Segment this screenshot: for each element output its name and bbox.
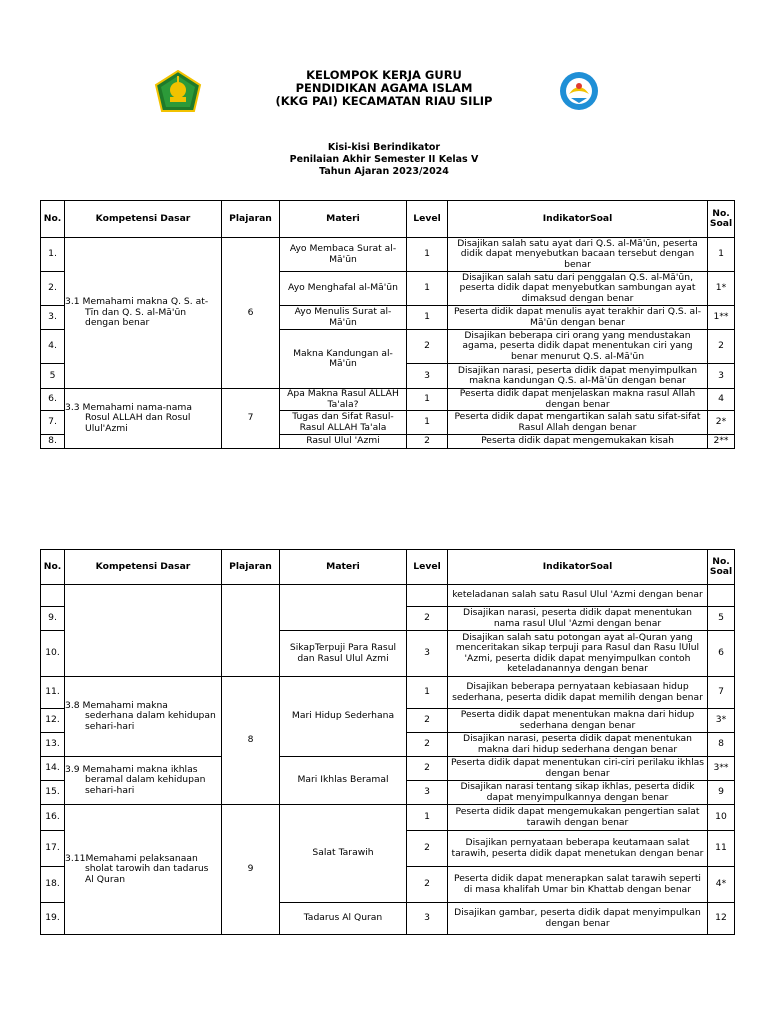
materi-cell: Makna Kandungan al-Mā'ūn <box>280 330 407 389</box>
level-cell: 1 <box>407 389 448 411</box>
row-no: 13. <box>41 733 65 757</box>
level-cell: 1 <box>407 306 448 330</box>
indikator-cell: Peserta didik dapat menerapkan salat tarawih seperti di masa khalifah Umar bin Khattab dengan benar <box>448 867 708 903</box>
grid-table-2 <box>40 549 735 935</box>
indikator-cell: Peserta didik dapat mengartikan salah satu sifat-sifat Rasul Allah dengan benar <box>448 411 708 435</box>
kd-cell: 3.1 Memahami makna Q. S. at-Tīn dan Q. S. al-Mā'ūn dengan benar <box>65 238 222 389</box>
jp-cell: 6 <box>222 238 280 389</box>
col-level: Level <box>407 201 448 238</box>
indikator-cell: Peserta didik dapat menentukan ciri-ciri perilaku ikhlas dengan benar <box>448 757 708 781</box>
jp-cell: 7 <box>222 389 280 449</box>
nosoal-cell: 4* <box>708 867 735 903</box>
col-no: No. <box>41 550 65 585</box>
row-no: 16. <box>41 805 65 831</box>
row-no <box>41 585 65 607</box>
level-cell: 2 <box>407 607 448 631</box>
level-cell: 2 <box>407 733 448 757</box>
indikator-cell: Disajikan salah satu potongan ayat al-Quran yang menceritakan sikap terpuji para Rasul dan Rasu lUlul 'Azmi, peserta didik dapat menyimpulkan contoh keteladanannya dengan benar <box>448 631 708 677</box>
col-indikator: IndikatorSoal <box>448 201 708 238</box>
row-no: 1. <box>41 238 65 272</box>
level-cell: 1 <box>407 272 448 306</box>
nosoal-cell: 2** <box>708 435 735 449</box>
indikator-cell: Peserta didik dapat menentukan makna dari hidup sederhana dengan benar <box>448 709 708 733</box>
indikator-cell: Peserta didik dapat menjelaskan makna rasul Allah dengan benar <box>448 389 708 411</box>
row-no: 11. <box>41 677 65 709</box>
level-cell: 3 <box>407 781 448 805</box>
indikator-cell: Disajikan narasi tentang sikap ikhlas, peserta didik dapat menyimpulkannya dengan benar <box>448 781 708 805</box>
nosoal-cell: 1* <box>708 272 735 306</box>
nosoal-cell: 3 <box>708 364 735 389</box>
col-jp: Plajaran <box>222 201 280 238</box>
col-level: Level <box>407 550 448 585</box>
table-row <box>41 805 735 831</box>
materi-cell: SikapTerpuji Para Rasul dan Rasul Ulul Azmi <box>280 631 407 677</box>
nosoal-cell: 4 <box>708 389 735 411</box>
nosoal-cell: 6 <box>708 631 735 677</box>
kd-cell <box>65 585 222 677</box>
materi-cell: Ayo Menulis Surat al-Mā'ūn <box>280 306 407 330</box>
indikator-cell: Disajikan narasi, peserta didik dapat menentukan makna dari hidup sederhana dengan benar <box>448 733 708 757</box>
nosoal-cell: 9 <box>708 781 735 805</box>
indikator-cell: Disajikan gambar, peserta didik dapat menyimpulkan dengan benar <box>448 903 708 935</box>
col-kd: Kompetensi Dasar <box>65 201 222 238</box>
materi-cell: Mari Ikhlas Beramal <box>280 757 407 805</box>
indikator-cell: Disajikan pernyataan beberapa keutamaan salat tarawih, peserta didik dapat menetukan dengan benar <box>448 831 708 867</box>
nosoal-cell: 3** <box>708 757 735 781</box>
level-cell: 2 <box>407 709 448 733</box>
table-row <box>41 585 735 607</box>
nosoal-cell: 10 <box>708 805 735 831</box>
indikator-cell: Disajikan narasi, peserta didik dapat menentukan nama rasul Ulul 'Azmi dengan benar <box>448 607 708 631</box>
level-cell: 2 <box>407 435 448 449</box>
org-line-1: KELOMPOK KERJA GURU <box>306 68 462 82</box>
indikator-cell: Disajikan salah satu ayat dari Q.S. al-Mā'ūn, peserta didik dapat menyebutkan bacaan tersebut dengan benar <box>448 238 708 272</box>
org-line-2: PENDIDIKAN AGAMA ISLAM <box>295 81 473 95</box>
row-no: 10. <box>41 631 65 677</box>
table-row <box>41 238 735 272</box>
doc-title: Kisi-kisi Berindikator <box>327 142 441 153</box>
col-nosoal: No. Soal <box>708 550 735 585</box>
row-no: 3. <box>41 306 65 330</box>
nosoal-cell: 3* <box>708 709 735 733</box>
jp-cell: 9 <box>222 805 280 935</box>
row-no: 14. <box>41 757 65 781</box>
org-line-3: (KKG PAI) KECAMATAN RIAU SILIP <box>275 94 493 108</box>
jp-cell <box>222 585 280 677</box>
table-row <box>41 677 735 709</box>
level-cell: 2 <box>407 330 448 364</box>
indikator-cell: Peserta didik dapat mengemukakan pengertian salat tarawih dengan benar <box>448 805 708 831</box>
indikator-cell: Disajikan salah satu dari penggalan Q.S. al-Mā'ūn, peserta didik dapat menyebutkan sambungan ayat dimaksud dengan benar <box>448 272 708 306</box>
row-no: 8. <box>41 435 65 449</box>
indikator-cell: Disajikan beberapa ciri orang yang mendustakan agama, peserta didik dapat menentukan ciri yang benar menurut Q.S. al-Mā'ūn <box>448 330 708 364</box>
level-cell: 2 <box>407 867 448 903</box>
row-no: 19. <box>41 903 65 935</box>
row-no: 12. <box>41 709 65 733</box>
nosoal-cell <box>708 585 735 607</box>
indikator-cell: Peserta didik dapat mengemukakan kisah <box>448 435 708 449</box>
row-no: 9. <box>41 607 65 631</box>
nosoal-cell: 7 <box>708 677 735 709</box>
row-no: 4. <box>41 330 65 364</box>
row-no: 7. <box>41 411 65 435</box>
indikator-cell: Disajikan narasi, peserta didik dapat menyimpulkan makna kandungan Q.S. al-Mā'ūn dengan benar <box>448 364 708 389</box>
col-kd: Kompetensi Dasar <box>65 550 222 585</box>
nosoal-cell: 5 <box>708 607 735 631</box>
indikator-cell: Disajikan beberapa pernyataan kebiasaan hidup sederhana, peserta didik dapat memilih dengan benar <box>448 677 708 709</box>
level-cell: 1 <box>407 238 448 272</box>
col-no: No. <box>41 201 65 238</box>
table-row <box>41 757 735 781</box>
row-no: 6. <box>41 389 65 411</box>
row-no: 18. <box>41 867 65 903</box>
col-materi: Materi <box>280 550 407 585</box>
kd-cell: 3.3 Memahami nama-nama Rosul ALLAH dan Rosul Ulul'Azmi <box>65 389 222 449</box>
materi-cell <box>280 585 407 631</box>
grid-table-1 <box>40 200 735 449</box>
nosoal-cell: 12 <box>708 903 735 935</box>
level-cell: 3 <box>407 903 448 935</box>
level-cell: 2 <box>407 757 448 781</box>
level-cell: 1 <box>407 411 448 435</box>
kd-cell: 3.8 Memahami makna sederhana dalam kehidupan sehari-hari <box>65 677 222 757</box>
materi-cell: Salat Tarawih <box>280 805 407 903</box>
jp-cell: 8 <box>222 677 280 805</box>
materi-cell: Tadarus Al Quran <box>280 903 407 935</box>
row-no: 5 <box>41 364 65 389</box>
nosoal-cell: 2* <box>708 411 735 435</box>
col-indikator: IndikatorSoal <box>448 550 708 585</box>
indikator-cell: Peserta didik dapat menulis ayat terakhir dari Q.S. al-Mā'ūn dengan benar <box>448 306 708 330</box>
col-jp: Plajaran <box>222 550 280 585</box>
nosoal-cell: 2 <box>708 330 735 364</box>
materi-cell: Tugas dan Sifat Rasul-Rasul ALLAH Ta'ala <box>280 411 407 435</box>
row-no: 17. <box>41 831 65 867</box>
kd-cell: 3.11Memahami pelaksanaan sholat tarowih dan tadarus Al Quran <box>65 805 222 935</box>
row-no: 2. <box>41 272 65 306</box>
indikator-cell: keteladanan salah satu Rasul Ulul 'Azmi dengan benar <box>448 585 708 607</box>
materi-cell: Ayo Menghafal al-Mā'ūn <box>280 272 407 306</box>
col-materi: Materi <box>280 201 407 238</box>
level-cell: 1 <box>407 677 448 709</box>
row-no: 15. <box>41 781 65 805</box>
nosoal-cell: 1** <box>708 306 735 330</box>
materi-cell: Rasul Ulul 'Azmi <box>280 435 407 449</box>
nosoal-cell: 1 <box>708 238 735 272</box>
level-cell: 1 <box>407 805 448 831</box>
level-cell: 2 <box>407 831 448 867</box>
doc-year: Tahun Ajaran 2023/2024 <box>319 166 449 177</box>
level-cell <box>407 585 448 607</box>
doc-subtitle: Penilaian Akhir Semester II Kelas V <box>289 154 479 165</box>
col-nosoal: No. Soal <box>708 201 735 238</box>
materi-cell: Ayo Membaca Surat al-Mā'ūn <box>280 238 407 272</box>
table-row <box>41 389 735 411</box>
materi-cell: Apa Makna Rasul ALLAH Ta'ala? <box>280 389 407 411</box>
kd-cell: 3.9 Memahami makna ikhlas beramal dalam kehidupan sehari-hari <box>65 757 222 805</box>
level-cell: 3 <box>407 364 448 389</box>
nosoal-cell: 8 <box>708 733 735 757</box>
level-cell: 3 <box>407 631 448 677</box>
nosoal-cell: 11 <box>708 831 735 867</box>
materi-cell: Mari Hidup Sederhana <box>280 677 407 757</box>
